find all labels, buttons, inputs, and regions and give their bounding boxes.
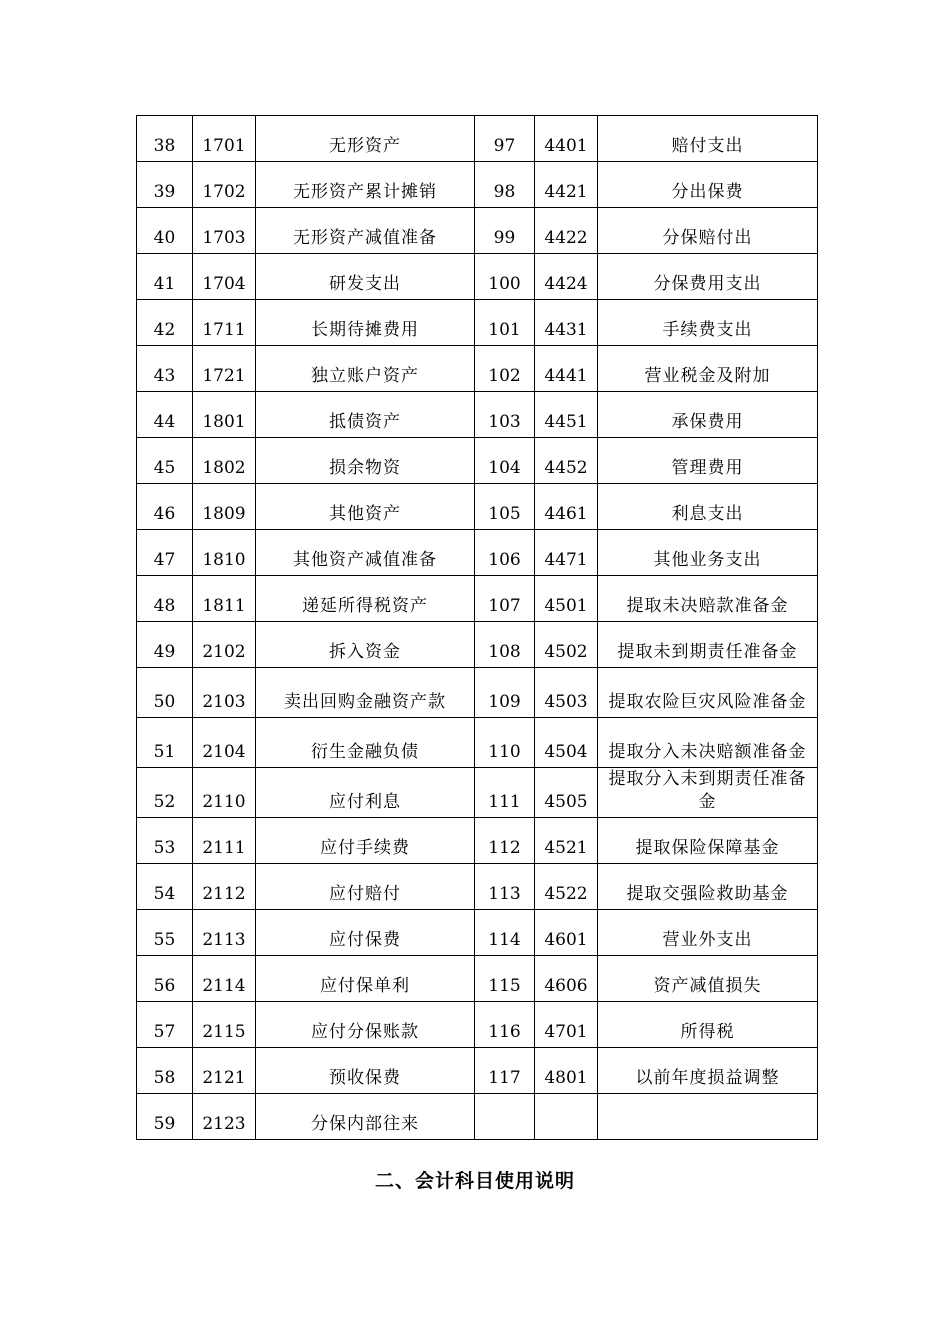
account-number-cell: 107 [475, 576, 535, 622]
account-name-cell: 应付赔付 [256, 864, 475, 910]
account-code-cell: 1721 [193, 346, 256, 392]
account-name-cell: 所得税 [598, 1002, 818, 1048]
account-code-cell: 4422 [535, 208, 598, 254]
account-name-cell: 提取交强险救助基金 [598, 864, 818, 910]
account-code-cell: 2112 [193, 864, 256, 910]
account-name-cell: 营业外支出 [598, 910, 818, 956]
account-number-cell: 40 [137, 208, 193, 254]
account-code-cell [535, 1094, 598, 1140]
account-number-cell: 103 [475, 392, 535, 438]
account-number-cell: 57 [137, 1002, 193, 1048]
account-code-cell: 1801 [193, 392, 256, 438]
table-row [137, 208, 818, 254]
account-code-cell: 2104 [193, 718, 256, 768]
account-number-cell: 39 [137, 162, 193, 208]
account-code-cell: 4503 [535, 668, 598, 718]
account-number-cell: 112 [475, 818, 535, 864]
account-code-cell: 1810 [193, 530, 256, 576]
account-code-cell: 4521 [535, 818, 598, 864]
table-row [137, 1002, 818, 1048]
table-row [137, 438, 818, 484]
account-number-cell: 111 [475, 768, 535, 818]
account-name-cell: 卖出回购金融资产款 [256, 668, 475, 718]
table-row [137, 392, 818, 438]
account-number-cell: 99 [475, 208, 535, 254]
table-row [137, 530, 818, 576]
table-row [137, 956, 818, 1002]
account-number-cell: 114 [475, 910, 535, 956]
accounts-table-body [137, 116, 818, 1140]
account-name-cell: 预收保费 [256, 1048, 475, 1094]
account-number-cell: 106 [475, 530, 535, 576]
account-code-cell: 2102 [193, 622, 256, 668]
account-name-cell: 无形资产减值准备 [256, 208, 475, 254]
account-code-cell: 4461 [535, 484, 598, 530]
account-number-cell: 54 [137, 864, 193, 910]
account-number-cell: 102 [475, 346, 535, 392]
table-row [137, 768, 818, 818]
account-name-cell: 应付保单利 [256, 956, 475, 1002]
account-number-cell: 98 [475, 162, 535, 208]
table-row [137, 300, 818, 346]
accounts-table [136, 115, 818, 1140]
account-code-cell: 2103 [193, 668, 256, 718]
account-number-cell: 43 [137, 346, 193, 392]
account-code-cell: 2123 [193, 1094, 256, 1140]
table-row [137, 162, 818, 208]
account-number-cell: 58 [137, 1048, 193, 1094]
account-code-cell: 4505 [535, 768, 598, 818]
section-heading: 二、会计科目使用说明 [374, 1170, 575, 1192]
account-name-cell: 拆入资金 [256, 622, 475, 668]
account-number-cell: 109 [475, 668, 535, 718]
account-number-cell: 41 [137, 254, 193, 300]
account-name-cell: 分出保费 [598, 162, 818, 208]
table-row [137, 718, 818, 768]
account-name-cell: 损余物资 [256, 438, 475, 484]
account-name-cell: 提取未决赔款准备金 [598, 576, 818, 622]
account-number-cell: 117 [475, 1048, 535, 1094]
account-number-cell: 105 [475, 484, 535, 530]
account-number-cell: 113 [475, 864, 535, 910]
account-code-cell: 1702 [193, 162, 256, 208]
account-name-cell: 无形资产累计摊销 [256, 162, 475, 208]
account-name-cell: 分保赔付出 [598, 208, 818, 254]
account-code-cell: 4501 [535, 576, 598, 622]
account-code-cell: 1811 [193, 576, 256, 622]
account-name-cell: 其他资产减值准备 [256, 530, 475, 576]
account-name-cell [598, 1094, 818, 1140]
account-code-cell: 4606 [535, 956, 598, 1002]
account-name-cell: 应付保费 [256, 910, 475, 956]
account-code-cell: 4701 [535, 1002, 598, 1048]
table-row [137, 622, 818, 668]
account-number-cell: 50 [137, 668, 193, 718]
account-number-cell: 97 [475, 116, 535, 162]
account-number-cell: 56 [137, 956, 193, 1002]
account-number-cell: 47 [137, 530, 193, 576]
account-code-cell: 4431 [535, 300, 598, 346]
table-row [137, 818, 818, 864]
account-code-cell: 4401 [535, 116, 598, 162]
account-number-cell: 55 [137, 910, 193, 956]
account-number-cell: 52 [137, 768, 193, 818]
account-number-cell: 53 [137, 818, 193, 864]
account-code-cell: 2121 [193, 1048, 256, 1094]
account-name-cell: 提取分入未到期责任准备金 [598, 768, 818, 818]
account-code-cell: 2113 [193, 910, 256, 956]
account-number-cell: 115 [475, 956, 535, 1002]
account-code-cell: 4504 [535, 718, 598, 768]
table-row [137, 484, 818, 530]
account-name-cell: 管理费用 [598, 438, 818, 484]
account-name-cell: 营业税金及附加 [598, 346, 818, 392]
account-code-cell: 4471 [535, 530, 598, 576]
table-row [137, 116, 818, 162]
account-name-cell: 以前年度损益调整 [598, 1048, 818, 1094]
account-number-cell: 45 [137, 438, 193, 484]
account-name-cell: 长期待摊费用 [256, 300, 475, 346]
account-name-cell: 提取未到期责任准备金 [598, 622, 818, 668]
account-number-cell: 44 [137, 392, 193, 438]
table-row [137, 346, 818, 392]
account-name-cell: 手续费支出 [598, 300, 818, 346]
account-name-cell: 抵债资产 [256, 392, 475, 438]
table-row [137, 1094, 818, 1140]
account-name-cell: 资产减值损失 [598, 956, 818, 1002]
account-code-cell: 1704 [193, 254, 256, 300]
account-name-cell: 应付分保账款 [256, 1002, 475, 1048]
account-code-cell: 1809 [193, 484, 256, 530]
account-name-cell: 衍生金融负债 [256, 718, 475, 768]
account-name-cell: 赔付支出 [598, 116, 818, 162]
account-code-cell: 4421 [535, 162, 598, 208]
account-code-cell: 4801 [535, 1048, 598, 1094]
account-name-cell: 分保内部往来 [256, 1094, 475, 1140]
account-number-cell: 49 [137, 622, 193, 668]
account-number-cell: 116 [475, 1002, 535, 1048]
account-name-cell: 递延所得税资产 [256, 576, 475, 622]
account-code-cell: 1802 [193, 438, 256, 484]
account-name-cell: 无形资产 [256, 116, 475, 162]
account-name-cell: 其他业务支出 [598, 530, 818, 576]
table-row [137, 576, 818, 622]
account-number-cell: 38 [137, 116, 193, 162]
account-code-cell: 4502 [535, 622, 598, 668]
account-name-cell: 其他资产 [256, 484, 475, 530]
account-code-cell: 2115 [193, 1002, 256, 1048]
table-row [137, 668, 818, 718]
account-number-cell: 59 [137, 1094, 193, 1140]
account-name-cell: 提取分入未决赔额准备金 [598, 718, 818, 768]
account-number-cell: 51 [137, 718, 193, 768]
account-name-cell: 承保费用 [598, 392, 818, 438]
account-code-cell: 2110 [193, 768, 256, 818]
account-number-cell: 110 [475, 718, 535, 768]
account-name-cell: 独立账户资产 [256, 346, 475, 392]
account-name-cell: 提取农险巨灾风险准备金 [598, 668, 818, 718]
account-code-cell: 2111 [193, 818, 256, 864]
account-number-cell [475, 1094, 535, 1140]
account-name-cell: 利息支出 [598, 484, 818, 530]
account-name-cell: 提取保险保障基金 [598, 818, 818, 864]
account-code-cell: 1703 [193, 208, 256, 254]
account-number-cell: 48 [137, 576, 193, 622]
account-number-cell: 100 [475, 254, 535, 300]
account-code-cell: 4522 [535, 864, 598, 910]
table-row [137, 254, 818, 300]
table-row [137, 864, 818, 910]
account-number-cell: 108 [475, 622, 535, 668]
account-name-cell: 应付手续费 [256, 818, 475, 864]
account-name-cell: 分保费用支出 [598, 254, 818, 300]
account-number-cell: 104 [475, 438, 535, 484]
account-number-cell: 42 [137, 300, 193, 346]
account-code-cell: 1711 [193, 300, 256, 346]
account-code-cell: 1701 [193, 116, 256, 162]
account-code-cell: 4441 [535, 346, 598, 392]
account-code-cell: 2114 [193, 956, 256, 1002]
account-name-cell: 研发支出 [256, 254, 475, 300]
table-row [137, 1048, 818, 1094]
account-name-cell: 应付利息 [256, 768, 475, 818]
account-code-cell: 4424 [535, 254, 598, 300]
table-row [137, 910, 818, 956]
account-number-cell: 101 [475, 300, 535, 346]
account-code-cell: 4451 [535, 392, 598, 438]
account-number-cell: 46 [137, 484, 193, 530]
account-code-cell: 4452 [535, 438, 598, 484]
account-code-cell: 4601 [535, 910, 598, 956]
